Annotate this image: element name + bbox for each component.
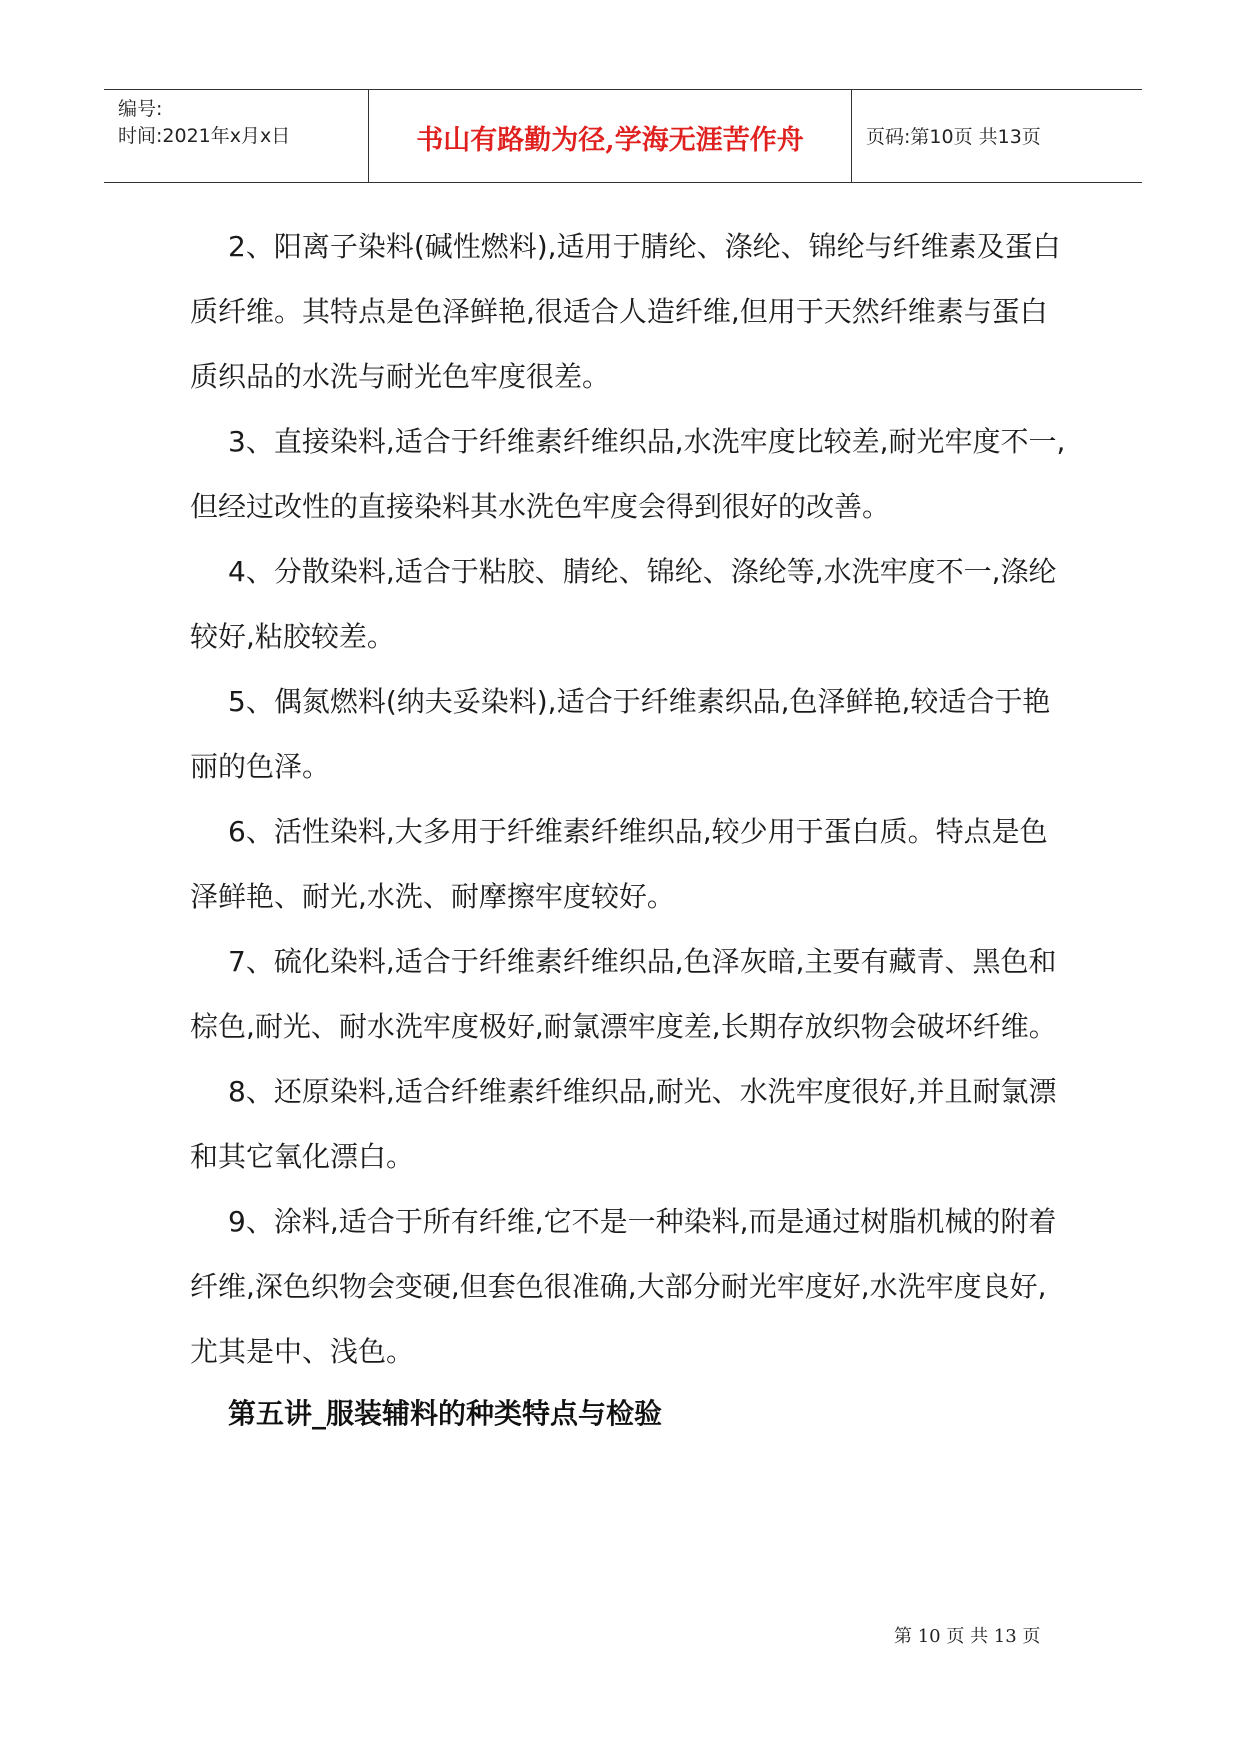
paragraph-azoic-dyes: 5、偶氮燃料(纳夫妥染料),适合于纤维素织品,色泽鲜艳,较适合于艳丽的色泽。 bbox=[190, 685, 1051, 783]
paragraph-pigments: 9、涂料,适合于所有纤维,它不是一种染料,而是通过树脂机械的附着纤维,深色织物会变硬,但套色很准确,大部分耐光牢度好,水洗牢度良好,尤其是中、浅色。 bbox=[190, 1205, 1057, 1368]
header-page-info: 页码:第10页 共13页 bbox=[866, 126, 1041, 148]
paragraph-sulfur-dyes: 7、硫化染料,适合于纤维素纤维织品,色泽灰暗,主要有藏青、黑色和棕色,耐光、耐水洗牢度极好,耐氯漂牢度差,长期存放织物会破坏纤维。 bbox=[190, 945, 1057, 1043]
document-time-label: 时间:2021年x月x日 bbox=[118, 125, 291, 147]
header-motto: 书山有路勤为径,学海无涯苦作舟 bbox=[416, 125, 804, 156]
page-header bbox=[104, 89, 1142, 183]
page-footer: 第 10 页 共 13 页 bbox=[894, 1626, 1041, 1647]
header-center-cell bbox=[369, 90, 852, 182]
paragraph-disperse-dyes: 4、分散染料,适合于粘胶、腈纶、锦纶、涤纶等,水洗牢度不一,涤纶较好,粘胶较差。 bbox=[190, 555, 1057, 653]
section-heading: 第五讲_服装辅料的种类特点与检验 bbox=[228, 1397, 663, 1430]
paragraph-direct-dyes: 3、直接染料,适合于纤维素纤维织品,水洗牢度比较差,耐光牢度不一,但经过改性的直接染料其水洗色牢度会得到很好的改善。 bbox=[190, 425, 1066, 523]
document-body bbox=[190, 214, 1070, 1444]
document-number-label: 编号: bbox=[118, 98, 163, 120]
paragraph-vat-dyes: 8、还原染料,适合纤维素纤维织品,耐光、水洗牢度很好,并且耐氯漂和其它氧化漂白。 bbox=[190, 1075, 1057, 1173]
paragraph-reactive-dyes: 6、活性染料,大多用于纤维素纤维织品,较少用于蛋白质。特点是色泽鲜艳、耐光,水洗、耐摩擦牢度较好。 bbox=[190, 815, 1048, 913]
header-left-cell bbox=[104, 90, 369, 182]
header-right-cell bbox=[852, 90, 1142, 182]
paragraph-cationic-dyes: 2、阳离子染料(碱性燃料),适用于腈纶、涤纶、锦纶与纤维素及蛋白质纤维。其特点是色泽鲜艳,很适合人造纤维,但用于天然纤维素与蛋白质织品的水洗与耐光色牢度很差。 bbox=[190, 230, 1061, 393]
